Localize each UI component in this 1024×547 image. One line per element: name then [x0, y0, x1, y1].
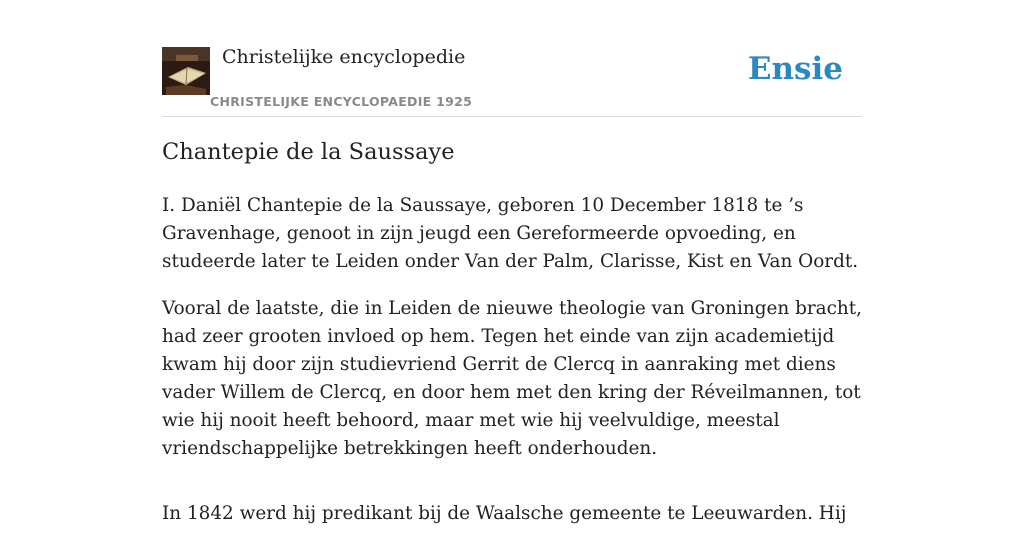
source-subtitle: CHRISTELIJKE ENCYCLOPAEDIE 1925 [210, 94, 473, 109]
site-header [162, 46, 862, 117]
source-avatar[interactable] [162, 47, 210, 95]
article-body [162, 192, 862, 547]
article-title: Chantepie de la Saussaye [162, 139, 455, 165]
article-paragraph: I. Daniël Chantepie de la Saussaye, geboren 10 December 1818 te ’s Gravenhage, genoot in zijn jeugd een Gereformeerde opvoeding, en studeerde later te Leiden onder Van der Palm, Clarisse, Kist en Van Oordt. [162, 195, 859, 272]
book-image-icon [162, 47, 210, 95]
source-title-link[interactable]: Christelijke encyclopedie [222, 46, 466, 68]
article-paragraph: Vooral de laatste, die in Leiden de nieuwe theologie van Groningen bracht, had zeer grooten invloed op hem. Tegen het einde van zijn academietijd kwam hij door zijn studievriend Gerrit de Clercq in aanraking met diens vader Willem de Clercq, en door hem met den kring der Réveilmannen, tot wie hij nooit heeft behoord, maar met wie hij veelvuldige, meestal vriendschappelijke betrekkingen heeft onderhouden. [162, 298, 862, 459]
brand-logo-link[interactable]: Ensie [747, 51, 843, 87]
article-paragraph: In 1842 werd hij predikant bij de Waalsche gemeente te Leeuwarden. Hij [162, 503, 847, 524]
